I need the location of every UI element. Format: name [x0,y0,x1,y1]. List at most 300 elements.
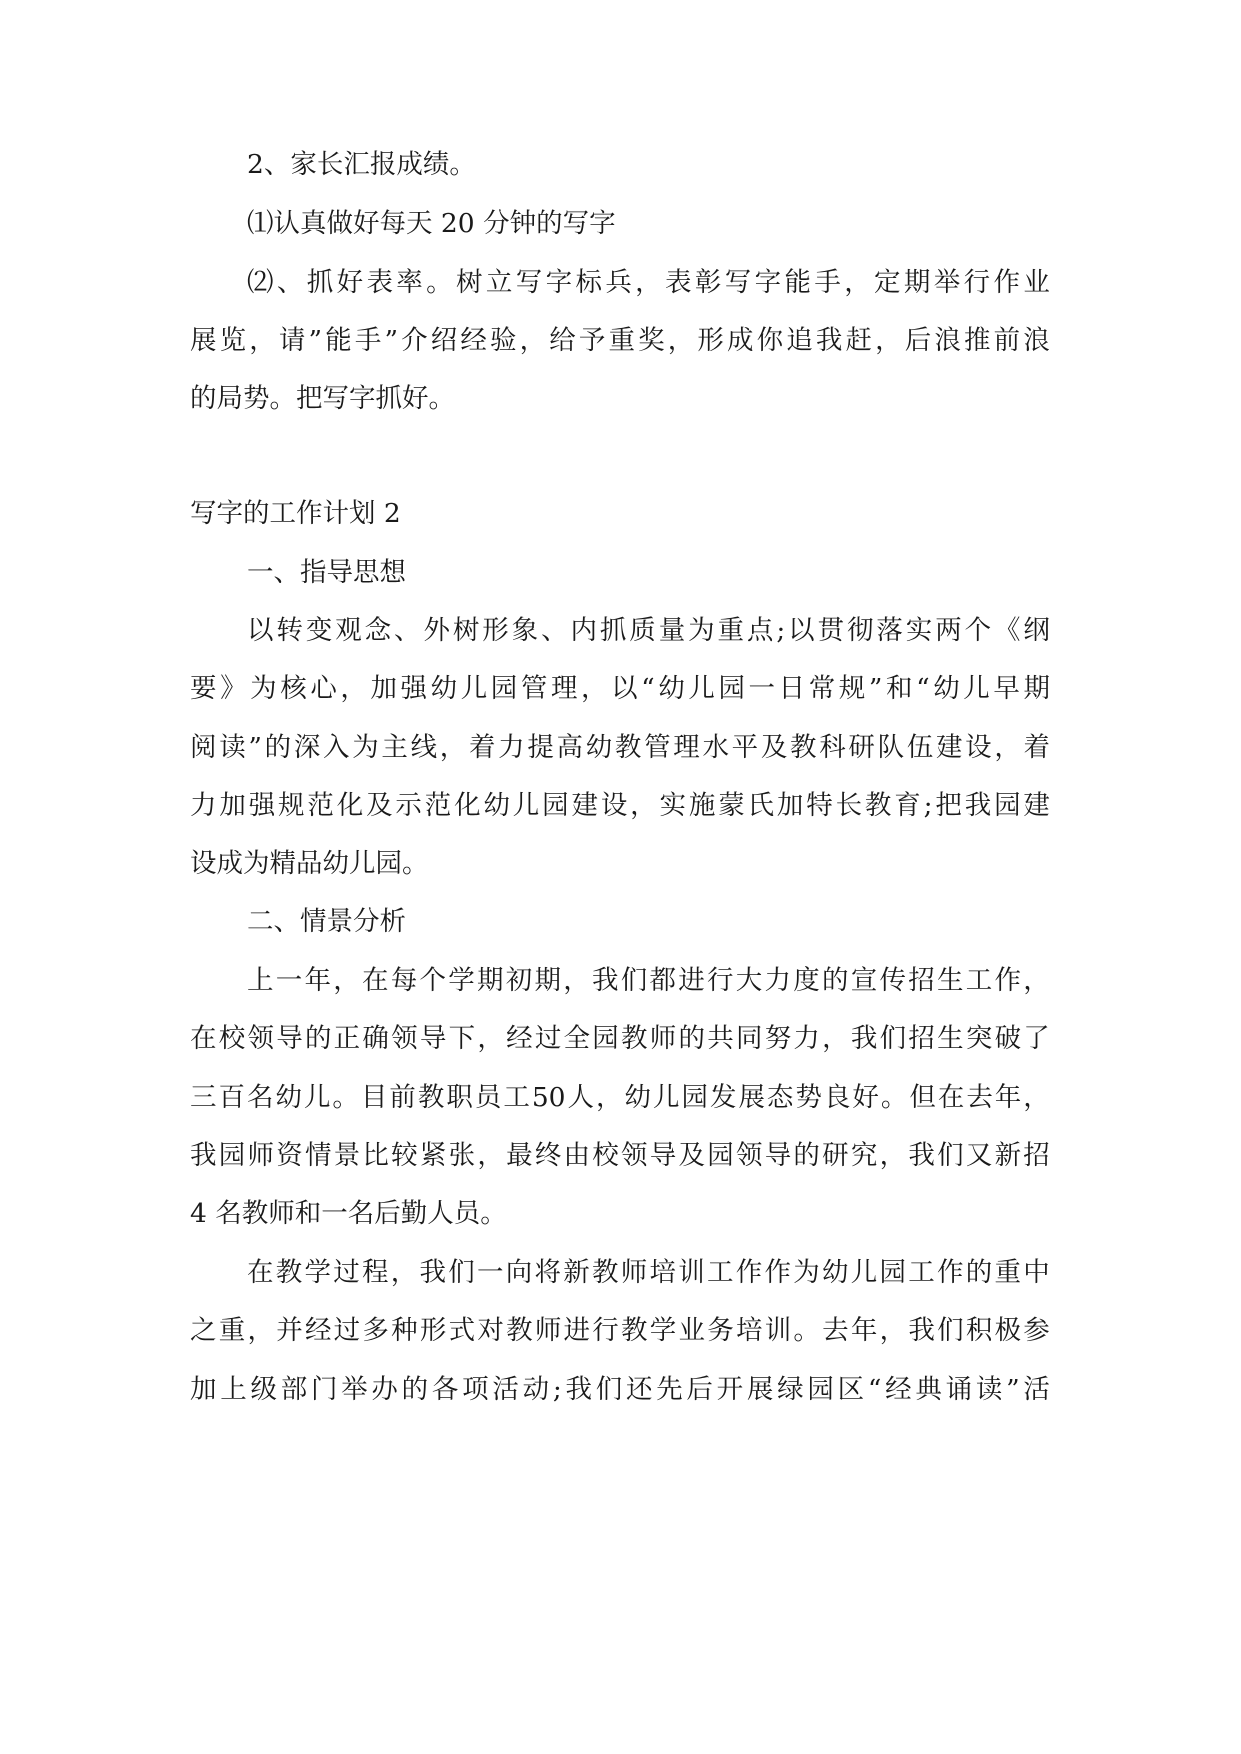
text-glyph: 我 [419,1257,446,1288]
text-glyph: 变 [305,615,333,646]
text-glyph: 浪 [934,325,961,356]
text-glyph: 势 [795,1082,822,1113]
text-glyph: 师 [534,1315,562,1346]
text-glyph: 字 [545,267,573,298]
text-glyph: 行 [707,965,734,996]
text-glyph: ; [923,790,933,821]
text-glyph: 心 [310,673,337,704]
text-glyph: 百 [218,1082,245,1113]
text-glyph: 又 [965,1140,993,1171]
text-glyph: 手 [354,325,382,356]
text-glyph: 诵 [945,1374,973,1405]
text-glyph: 师 [247,1140,274,1171]
text-glyph: 50 [531,1082,566,1113]
text-glyph: 年 [304,965,331,996]
text-glyph: 儿 [512,790,540,821]
text-glyph: 加 [776,790,804,821]
text-glyph: 各 [431,1374,459,1405]
text-glyph: ， [1023,1082,1050,1113]
text-glyph: 介 [401,325,428,356]
part1-line [190,731,1050,765]
text-glyph: 在 [190,1023,217,1054]
text-glyph: 加 [219,790,246,821]
text-glyph: 形 [697,325,724,356]
text-glyph: 和 [886,673,913,704]
text-glyph: 实 [659,790,686,821]
text-glyph: 范 [307,790,334,821]
section1-item1: ⑴认真做好每天 20 分钟的写字 [247,208,616,239]
text-glyph: 览 [219,325,247,356]
text-glyph: 我 [815,325,843,356]
text-glyph: 紧 [419,1140,447,1171]
text-glyph: 率 [396,267,423,298]
section1-item2-line [190,324,1050,358]
text-glyph: 生 [937,965,964,996]
part1-line [190,789,1050,823]
text-glyph: 为 [688,615,715,646]
text-glyph: 资 [276,1140,303,1171]
text-glyph: 幼 [624,1082,651,1113]
text-glyph: 新 [563,1257,590,1288]
text-glyph: 蒙 [718,790,745,821]
text-glyph: 请 [278,325,306,356]
text-glyph: ， [333,965,360,996]
text-glyph: 量 [658,615,686,646]
text-glyph: 为 [352,732,379,763]
text-glyph: 兵 [605,267,632,298]
text-glyph: 区 [837,1374,865,1405]
text-glyph: 期 [534,965,561,996]
text-glyph: 招 [908,1023,935,1054]
text-glyph: 确 [362,1023,389,1054]
text-glyph: 及 [760,732,788,763]
text-glyph: ， [477,1140,504,1171]
text-glyph: 象 [511,615,539,646]
text-glyph: 儿 [303,1082,331,1113]
text-glyph: 活 [492,1374,519,1405]
text-glyph: 力 [498,732,525,763]
text-glyph: ” [1006,1374,1020,1405]
text-glyph: 育 [894,790,921,821]
text-glyph: 们 [937,1315,964,1346]
part2-para2-line [247,1256,1050,1290]
text-glyph: 招 [908,965,935,996]
text-glyph: 规 [838,673,866,704]
text-glyph: 办 [371,1374,398,1405]
text-glyph: 训 [678,1257,705,1288]
text-glyph: 平 [731,732,759,763]
text-glyph: 追 [786,325,813,356]
text-glyph: 们 [879,1023,907,1054]
text-glyph: 阅 [190,732,217,763]
text-glyph: 观 [335,615,362,646]
text-glyph: 作 [937,1257,964,1288]
text-glyph: 重 [608,325,635,356]
text-glyph: 向 [505,1257,533,1288]
text-glyph: 设 [600,790,628,821]
text-glyph: 予 [578,325,606,356]
text-glyph: 高 [556,732,583,763]
text-glyph: 加 [190,1374,217,1405]
text-glyph: 过 [333,1315,361,1346]
text-glyph: 导 [764,1140,792,1171]
text-glyph: 我 [850,1023,878,1054]
text-glyph: 在 [362,965,389,996]
text-glyph: 给 [549,325,576,356]
text-glyph: 以 [247,615,274,646]
text-glyph: 园 [218,1140,246,1171]
text-glyph: 形 [482,615,509,646]
text-glyph: ， [390,1257,418,1288]
text-glyph: 最 [506,1140,533,1171]
text-glyph: 们 [620,965,648,996]
text-glyph: 们 [595,1374,623,1405]
text-glyph: 下 [448,1023,476,1054]
part2-para2-line [190,1314,1050,1348]
text-glyph: 员 [474,1082,502,1113]
text-glyph: 校 [592,1140,619,1171]
text-glyph: 表 [665,267,692,298]
text-glyph: 们 [937,1140,964,1171]
text-glyph: 举 [341,1374,368,1405]
section1-item2-line: 的局势。把写字抓好。 [190,383,455,414]
text-glyph: 工 [908,1257,935,1288]
text-glyph: 为 [793,1257,820,1288]
text-glyph: 行 [963,267,991,298]
text-glyph: 们 [448,1257,475,1288]
part2-para1-line [190,1139,1050,1173]
text-glyph: 一 [748,673,776,704]
text-glyph: 园 [542,790,569,821]
text-glyph: 。 [332,1082,359,1113]
text-glyph: 门 [310,1374,338,1405]
part1-line [247,614,1050,648]
part2-heading: 二、情景分析 [247,906,406,937]
text-glyph: 每 [390,965,418,996]
text-glyph: 了 [1023,1023,1050,1054]
text-glyph: 实 [905,615,933,646]
text-glyph: 行 [592,1315,619,1346]
text-glyph: 一 [275,965,303,996]
text-glyph: 动 [522,1374,550,1405]
text-glyph: 为 [250,673,277,704]
text-glyph: 年 [994,1082,1022,1113]
part1-line [190,672,1050,706]
text-glyph: 贯 [817,615,845,646]
text-glyph: 早 [993,673,1020,704]
text-glyph: 但 [909,1082,936,1113]
text-glyph: 的 [965,1257,993,1288]
text-glyph: 共 [707,1023,734,1054]
text-glyph: 幼 [585,732,613,763]
text-glyph: 工 [965,965,993,996]
text-glyph: 导 [649,1140,677,1171]
text-glyph: 化 [454,790,481,821]
text-glyph: 化 [336,790,364,821]
text-glyph: ， [247,1315,274,1346]
text-glyph: ， [844,267,871,298]
text-glyph: 手 [814,267,841,298]
text-glyph: 情 [304,1140,332,1171]
text-glyph: 推 [964,325,991,356]
text-glyph: 读 [219,732,246,763]
text-glyph: 能 [784,267,811,298]
text-glyph: 外 [423,615,450,646]
text-glyph: 。 [880,1082,908,1113]
text-glyph: 之 [190,1315,217,1346]
text-glyph: 还 [625,1374,653,1405]
text-glyph: 对 [477,1315,504,1346]
text-glyph: 正 [333,1023,361,1054]
text-glyph: 抓 [306,267,334,298]
text-glyph: 领 [247,1023,274,1054]
text-glyph: 三 [190,1082,217,1113]
text-glyph: 全 [563,1023,591,1054]
text-glyph: 中 [1023,1257,1050,1288]
text-glyph: 的 [304,1023,332,1054]
text-glyph: 验 [490,325,517,356]
text-glyph: 在 [937,1082,965,1113]
text-glyph: 我 [190,1140,217,1171]
text-glyph: 领 [391,1023,418,1054]
text-glyph: 园 [681,1082,708,1113]
text-glyph: 我 [908,1140,935,1171]
text-glyph: 终 [534,1140,562,1171]
text-glyph: ， [630,790,657,821]
text-glyph: 导 [419,1023,447,1054]
text-glyph: 好 [336,267,364,298]
text-glyph: ， [879,1315,907,1346]
text-glyph: 深 [293,732,321,763]
text-glyph: 着 [1023,732,1050,763]
text-glyph: 多 [362,1315,389,1346]
text-glyph: 大 [735,965,763,996]
text-glyph: 、 [276,267,304,298]
text-glyph: 师 [620,1257,648,1288]
text-glyph: 写 [515,267,543,298]
text-glyph: 长 [835,790,863,821]
text-glyph: 业 [1023,267,1050,298]
text-glyph: 力 [764,965,791,996]
text-glyph: 核 [280,673,307,704]
text-glyph: 绍 [430,325,458,356]
text-glyph: ， [477,1023,504,1054]
text-glyph: 及 [678,1140,705,1171]
text-glyph: 落 [876,615,903,646]
text-glyph: 及 [366,790,393,821]
text-glyph: 展 [746,1374,774,1405]
text-glyph: 去 [822,1315,849,1346]
text-glyph: 过 [333,1257,360,1288]
text-glyph: 幼 [430,673,458,704]
text-glyph: 业 [678,1315,705,1346]
text-glyph: 园 [879,1257,906,1288]
text-glyph: 展 [190,325,217,356]
text-glyph: ， [635,267,662,298]
text-glyph: 初 [505,965,533,996]
text-glyph: ， [519,325,547,356]
text-glyph: ， [879,1140,907,1171]
text-glyph: 树 [456,267,483,298]
text-glyph: 字 [754,267,782,298]
text-glyph: 点 [746,615,774,646]
text-glyph: 积 [965,1315,993,1346]
part2-para2-line [190,1373,1050,1407]
text-glyph: 你 [756,325,784,356]
text-glyph: 管 [644,732,671,763]
text-glyph: 程 [362,1257,389,1288]
text-glyph: 队 [877,732,905,763]
text-glyph: 期 [477,965,504,996]
text-glyph: ， [875,325,902,356]
text-glyph: 比 [362,1140,389,1171]
text-glyph: 管 [520,673,548,704]
text-glyph: 活 [1023,1374,1050,1405]
text-glyph: 儿 [652,1082,680,1113]
text-glyph: 极 [994,1315,1022,1346]
section1-item2-line [247,266,1050,300]
text-glyph: 期 [903,267,931,298]
text-glyph: 《 [994,615,1021,646]
text-glyph: ; [776,615,786,646]
text-glyph: 教 [864,790,892,821]
text-glyph: 重 [994,1257,1021,1288]
text-glyph: 我 [964,790,992,821]
text-glyph: 氏 [747,790,775,821]
text-glyph: 职 [446,1082,473,1113]
text-glyph: 抓 [599,615,627,646]
text-glyph: 质 [629,615,656,646]
text-glyph: 赶 [845,325,872,356]
text-glyph: 学 [448,965,475,996]
text-glyph: 传 [879,965,906,996]
text-glyph: 儿 [688,673,715,704]
text-glyph: ; [552,1374,562,1405]
text-glyph: 成 [727,325,754,356]
text-glyph: 水 [702,732,729,763]
text-glyph: 开 [716,1374,744,1405]
text-glyph: 训 [764,1315,792,1346]
text-glyph: ， [581,673,608,704]
text-glyph: 将 [534,1257,561,1288]
text-glyph: ， [1023,965,1050,996]
text-glyph: 师 [649,1023,677,1054]
text-glyph: 着 [468,732,496,763]
text-glyph: 提 [527,732,554,763]
text-glyph: 一 [477,1257,504,1288]
text-glyph: 绿 [777,1374,804,1405]
text-glyph: 经 [460,325,487,356]
text-glyph: 的 [793,1140,820,1171]
text-glyph: 研 [822,1140,849,1171]
text-glyph: 生 [937,1023,964,1054]
text-glyph: 究 [850,1140,878,1171]
text-glyph: 浪 [1023,325,1050,356]
text-glyph: 把 [935,790,962,821]
text-glyph: 加 [370,673,397,704]
text-glyph: 范 [424,790,452,821]
text-glyph: 。 [426,267,453,298]
section1-heading: 2、家长汇报成绩。 [247,149,476,180]
text-glyph: 并 [276,1315,303,1346]
text-glyph: “ [916,673,930,704]
text-glyph: 上 [220,1374,247,1405]
text-glyph: 我 [592,965,619,996]
text-glyph: ” [384,325,398,356]
section2-title: 写字的工作计划 2 [190,498,401,529]
text-glyph: 举 [933,267,961,298]
text-glyph: 态 [766,1082,794,1113]
text-glyph: 教 [417,1082,445,1113]
text-glyph: 常 [808,673,836,704]
text-glyph: 由 [563,1140,591,1171]
text-glyph: 展 [738,1082,765,1113]
text-glyph: 进 [563,1315,591,1346]
text-glyph: 过 [534,1023,562,1054]
text-glyph: ， [340,673,367,704]
text-glyph: 种 [391,1315,418,1346]
text-glyph: 突 [965,1023,993,1054]
text-glyph: 参 [1023,1315,1050,1346]
text-glyph: 力 [190,790,217,821]
text-glyph: 宣 [850,965,878,996]
text-glyph: 建 [935,732,963,763]
text-glyph: 幼 [483,790,510,821]
text-glyph: 线 [410,732,438,763]
text-glyph: 名 [246,1082,274,1113]
text-glyph: 目 [360,1082,388,1113]
text-glyph: 个 [419,965,446,996]
text-glyph: 项 [462,1374,489,1405]
text-glyph: 建 [1023,790,1050,821]
text-glyph: 作 [764,1257,791,1288]
text-glyph: 培 [649,1257,676,1288]
text-glyph: 经 [304,1315,332,1346]
text-glyph: 作 [735,1257,763,1288]
text-glyph: ” [248,732,262,763]
text-glyph: “ [867,1374,882,1405]
text-glyph: 特 [806,790,833,821]
text-glyph: ， [822,1023,849,1054]
text-glyph: 工 [503,1082,530,1113]
text-glyph: 儿 [963,673,990,704]
text-glyph: 先 [656,1374,683,1405]
text-glyph: 园 [490,673,518,704]
text-glyph: 园 [994,790,1021,821]
text-glyph: 、 [541,615,568,646]
text-glyph: 教 [592,1257,619,1288]
text-glyph: 较 [391,1140,418,1171]
text-glyph: 教 [621,1315,648,1346]
text-glyph: 幼 [658,673,685,704]
text-glyph: 教 [614,732,642,763]
text-glyph: 以 [611,673,638,704]
part2-para1-line [190,1081,1050,1115]
text-glyph: 儿 [460,673,488,704]
text-glyph: 经 [506,1023,533,1054]
text-glyph: 念 [364,615,392,646]
text-glyph: 幼 [822,1257,849,1288]
text-glyph: 培 [735,1315,763,1346]
text-glyph: 作 [994,965,1021,996]
text-glyph: 前 [389,1082,416,1113]
text-glyph: 设 [965,732,992,763]
part2-para1-line: 4 名教师和一名后勤人员。 [190,1198,507,1229]
text-glyph: 新 [994,1140,1022,1171]
text-glyph: 建 [571,790,598,821]
text-glyph: 前 [993,325,1021,356]
text-glyph: 个 [964,615,992,646]
